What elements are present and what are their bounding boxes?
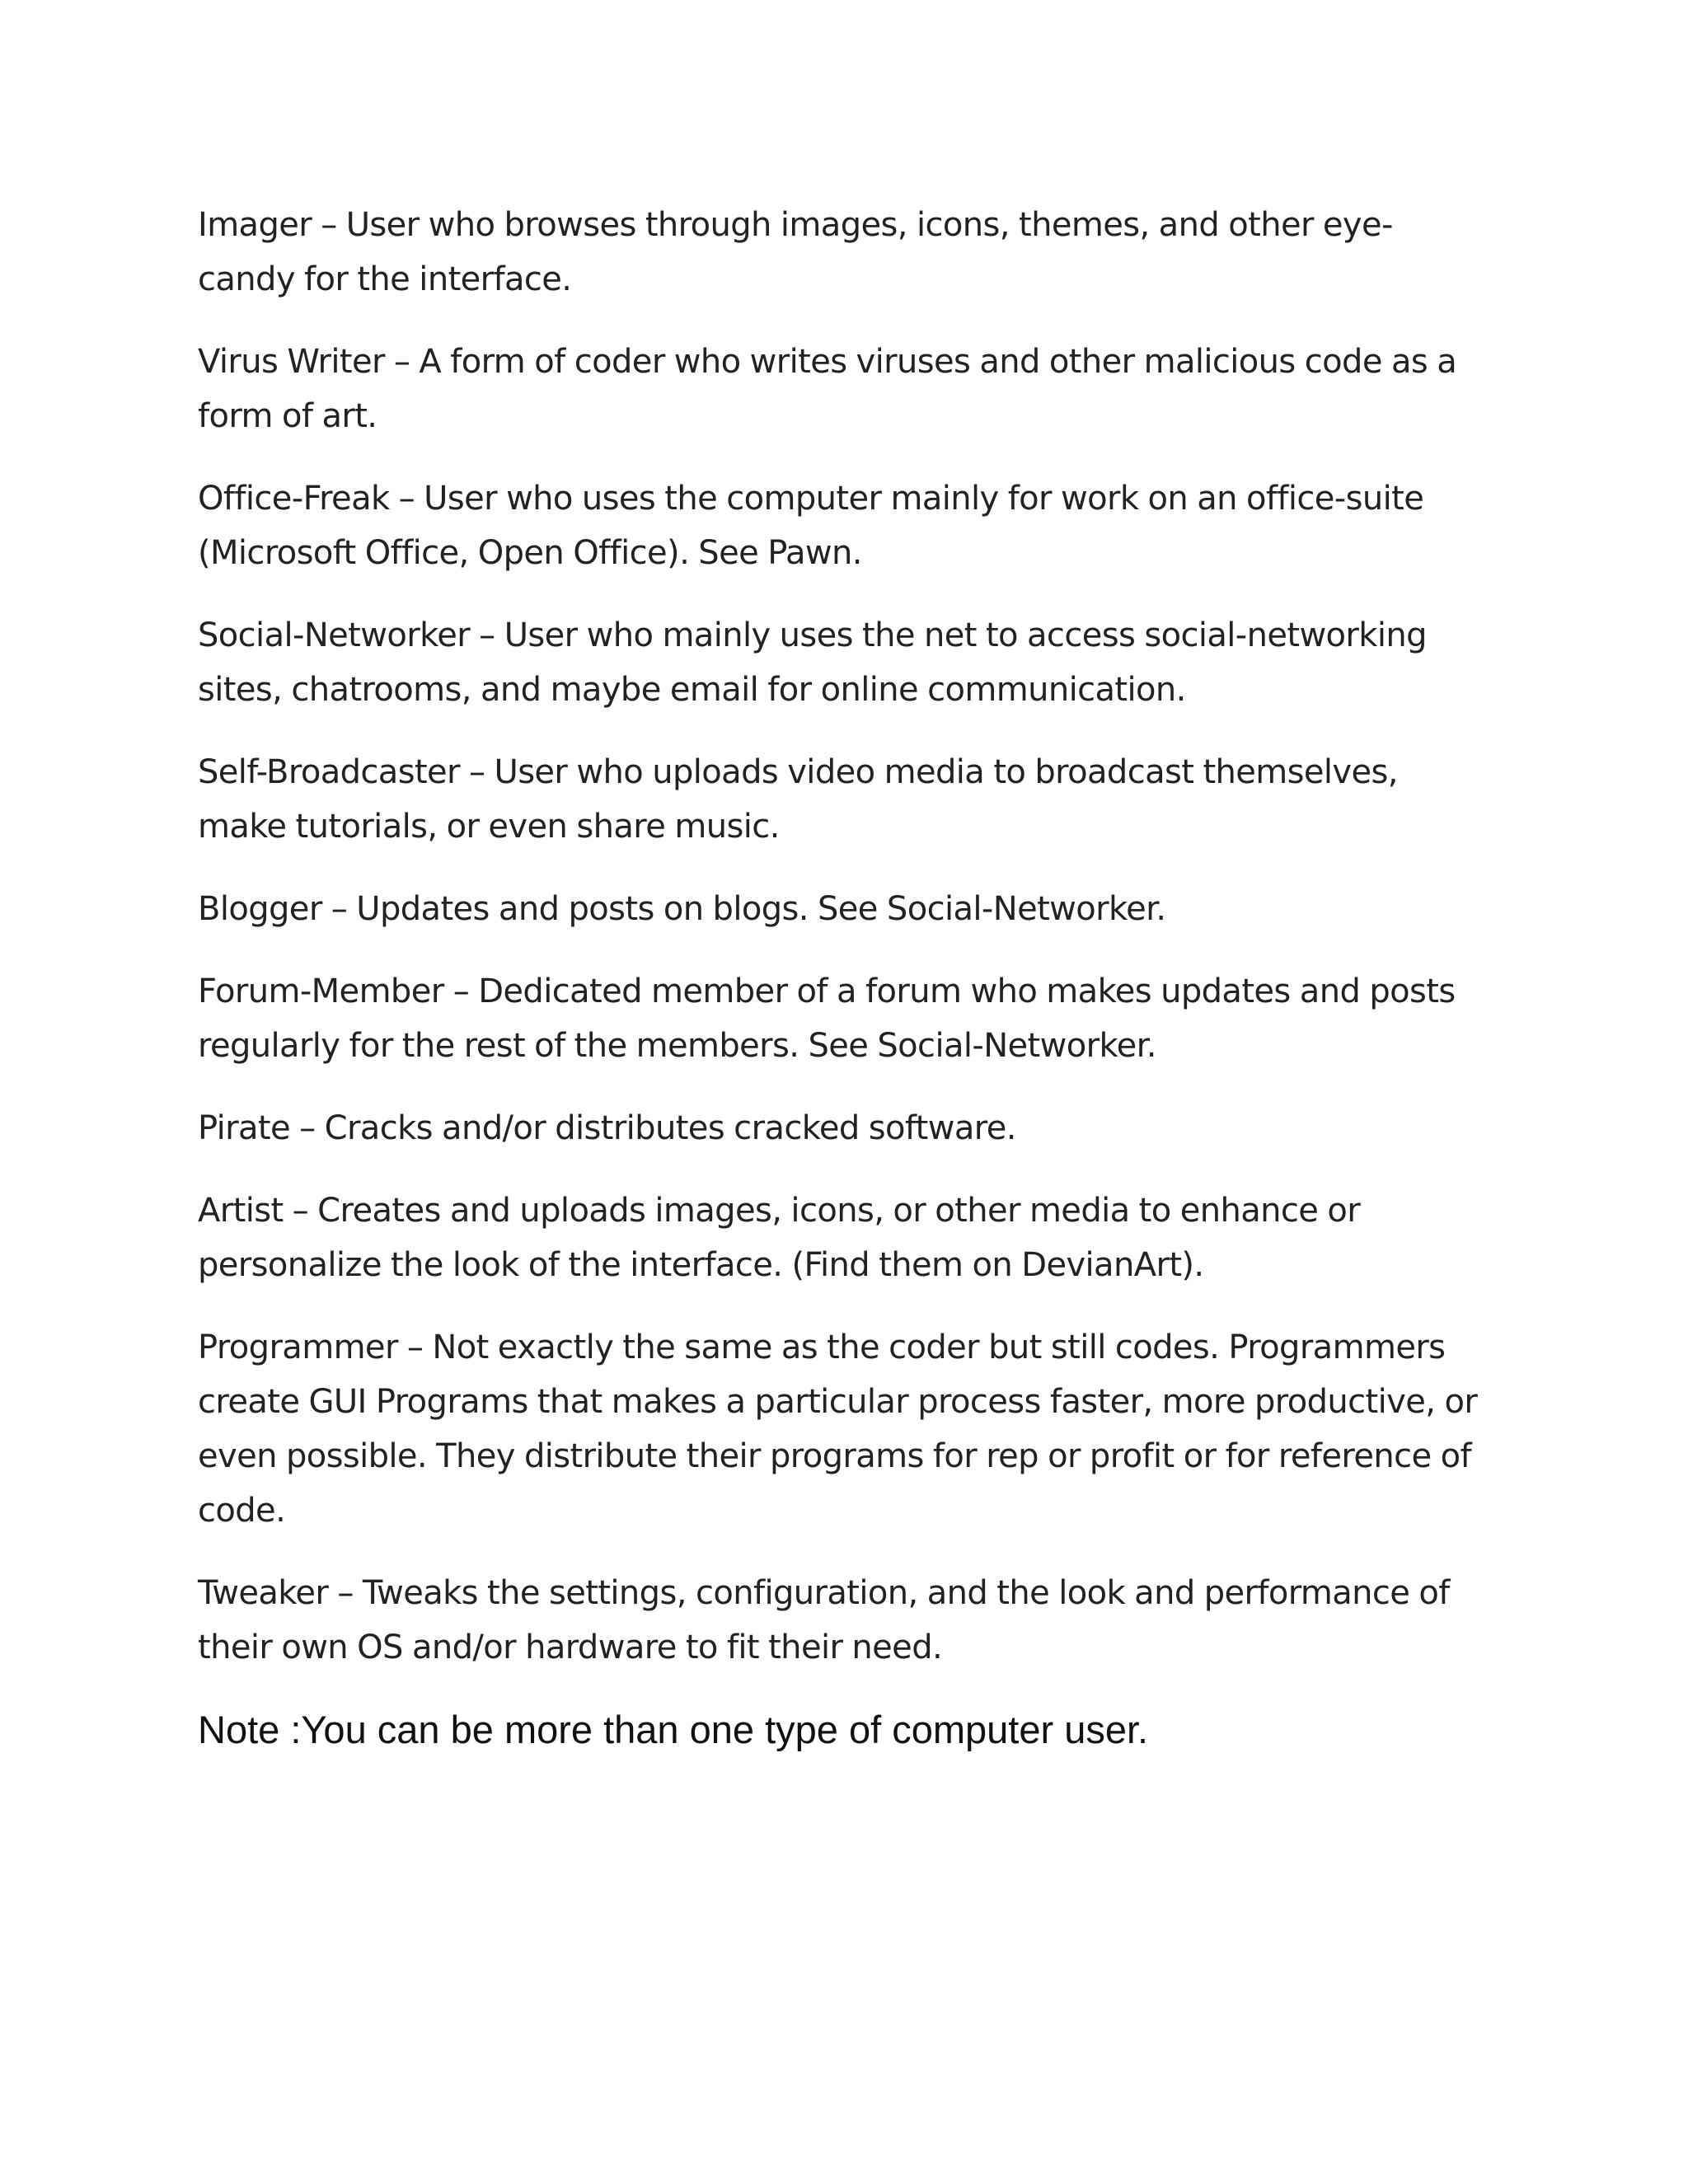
entry-office-freak: Office-Freak – User who uses the computer mainly for work on an office-suite (Microsoft Office, Open Office). See Pawn.: [198, 480, 1424, 572]
document-body: [198, 198, 1484, 1757]
entry-forum-member: Forum-Member – Dedicated member of a forum who makes updates and posts regularly for the rest of the members. See Social-Networker.: [198, 972, 1456, 1065]
entry-tweaker: Tweaker – Tweaks the settings, configuration, and the look and performance of their own OS and/or hardware to fit their need.: [198, 1574, 1450, 1666]
entry-artist: Artist – Creates and uploads images, icons, or other media to enhance or personalize the look of the interface. (Find them on DevianArt).: [198, 1192, 1361, 1284]
entry-programmer: Programmer – Not exactly the same as the coder but still codes. Programmers create GUI Programs that makes a particular process faster, more productive, or even possible. They distribute their programs for rep or profit or for reference of code.: [198, 1329, 1478, 1530]
entry-social-networker: Social-Networker – User who mainly uses the net to access social-networking sites, chatrooms, and maybe email for online communication.: [198, 616, 1427, 709]
entry-blogger: Blogger – Updates and posts on blogs. See Social-Networker.: [198, 890, 1166, 928]
entry-imager: Imager – User who browses through images, icons, themes, and other eye-candy for the interface.: [198, 206, 1393, 298]
entry-pirate: Pirate – Cracks and/or distributes cracked software.: [198, 1109, 1016, 1147]
entry-virus-writer: Virus Writer – A form of coder who writes viruses and other malicious code as a form of art.: [198, 343, 1457, 435]
entry-self-broadcaster: Self-Broadcaster – User who uploads video media to broadcast themselves, make tutorials, or even share music.: [198, 753, 1398, 846]
closing-note: Note :You can be more than one type of computer user.: [198, 1708, 1149, 1751]
